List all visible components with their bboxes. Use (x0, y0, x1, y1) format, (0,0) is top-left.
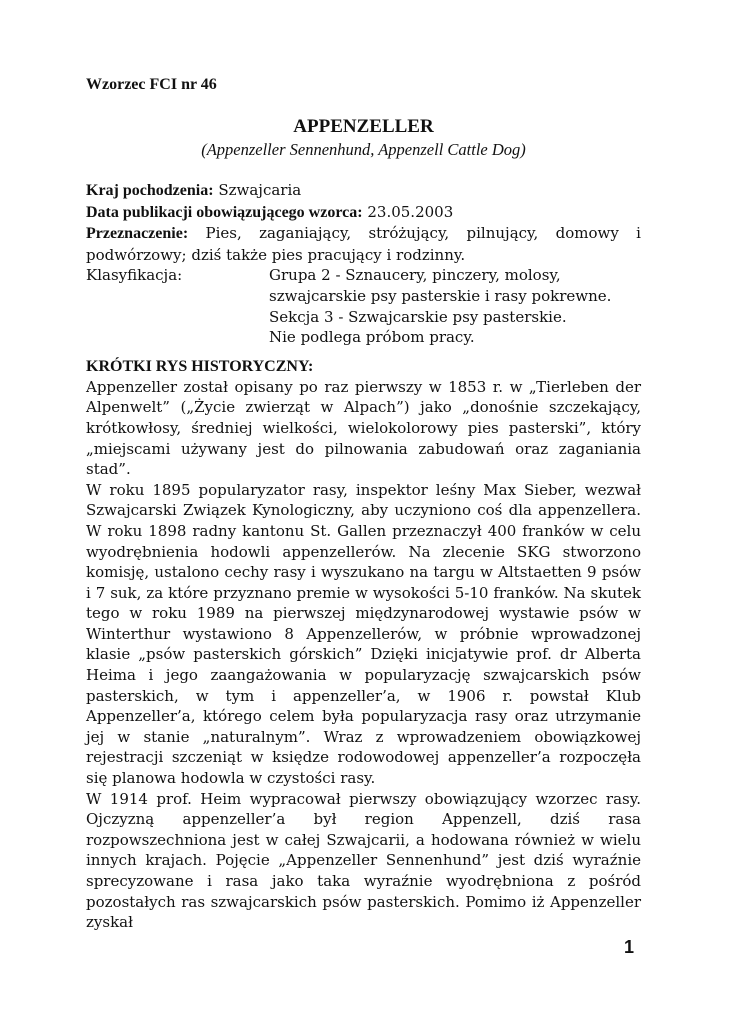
classification-label: Klasyfikacja: (86, 266, 183, 285)
date-value: 23.05.2003 (367, 202, 454, 221)
page-number: 1 (624, 937, 635, 957)
purpose-label: Przeznaczenie: (86, 225, 189, 243)
country-label: Kraj pochodzenia: (86, 182, 214, 199)
history-heading: KRÓTKI RYS HISTORYCZNY: (86, 357, 314, 375)
classification-line: Grupa 2 - Sznaucery, pinczery, molosy, (269, 266, 561, 285)
history-paragraph: W 1914 prof. Heim wypracował pierwszy obowiązujący wzorzec rasy. Ojczyzną appenzeller’a był region Appenzell, dziś rasa rozpowszechniona jest w całej Szwajcarii, a hodowana również w wielu innych krajach. Pojęcie „Appenzeller Sennenhund” jest dziś wyraźnie sprecyzowane i rasa jako taka wyraźnie wyodrębniona z pośród pozostałych ras szwajcarskich psów pasterskich. Pomimo iż Appenzeller zyskał (86, 789, 641, 932)
classification-line: Nie podlega próbom pracy. (269, 328, 475, 347)
document-page (86, 76, 641, 933)
purpose-row (86, 223, 641, 265)
history-paragraph: W roku 1895 popularyzator rasy, inspektor leśny Max Sieber, wezwał Szwajcarski Związek Kynologiczny, aby uczyniono coś dla appenzellera. W roku 1898 radny kantonu St. Gallen przeznaczył 400 franków w celu wyodrębnienia hodowli appenzellerów. Na zlecenie SKG stworzono komisję, ustalono cechy rasy i wyszukano na targu w Altstaetten 9 psów i 7 suk, za które przyznano premie w wysokości 5-10 franków. Na skutek tego w roku 1989 na pierwszej międzynarodowej wystawie psów w Winterthur wystawiono 8 Appenzellerów, w próbnie wprowadzonej klasie „psów pasterskich górskich” Dzięki inicjatywie prof. dr Alberta Heima i jego zaangażowania w popularyzację szwajcarskich psów pasterskich, w tym i appenzeller’a, w 1906 r. powstał Klub Appenzeller’a, którego celem była popularyzacja rasy oraz utrzymanie jej w stanie „naturalnym”. Wraz z wprowadzeniem obowiązkowej rejestracji szczeniąt w księdze rodowodowej appenzeller’a rozpoczęła się planowa hodowla w czystości rasy. (86, 480, 641, 788)
breed-title: APPENZELLER (293, 116, 434, 137)
classification-values (269, 265, 641, 347)
country-value: Szwajcaria (218, 181, 302, 199)
classification-row (86, 265, 641, 347)
standard-number: Wzorzec FCI nr 46 (86, 76, 217, 93)
date-row (86, 202, 641, 224)
country-row (86, 180, 641, 202)
breed-alt-names: (Appenzeller Sennenhund, Appenzell Cattle Dog) (201, 140, 526, 159)
date-label: Data publikacji obowiązującego wzorca: (86, 203, 363, 221)
classification-line: Sekcja 3 - Szwajcarskie psy pasterskie. (269, 307, 567, 326)
purpose-value: Pies, zaganiający, stróżujący, pilnujący, domowy i podwórzowy; dziś także pies pracujący i rodzinny. (86, 224, 641, 264)
history-paragraph: Appenzeller został opisany po raz pierwszy w 1853 r. w „Tierleben der Alpenwelt” („Życie zwierząt w Alpach”) jako „donośnie szczekający, krótkowłosy, średniej wielkości, wielokolorowy pies pasterski”, który „miejscami używany jest do pilnowania zabudowań oraz zaganiania stad”. (86, 377, 641, 479)
classification-line: szwajcarskie psy pasterskie i rasy pokrewne. (269, 286, 612, 305)
